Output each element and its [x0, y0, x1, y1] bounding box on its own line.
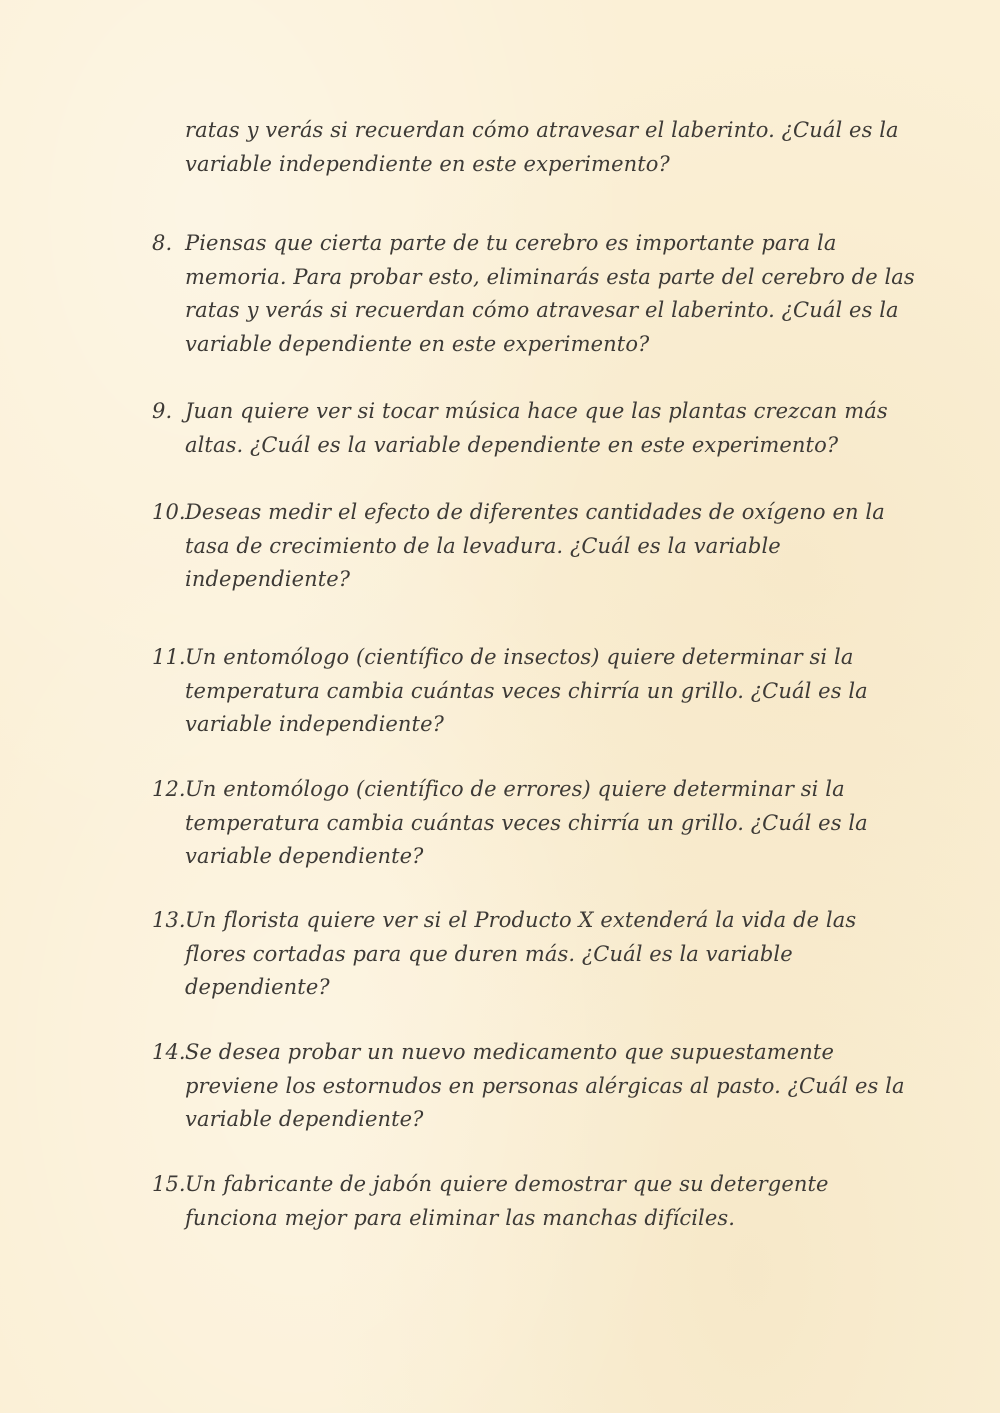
question-text-line: Se desea probar un nuevo medicamento que supuestamente [185, 1040, 834, 1064]
question-number: 8. [152, 231, 173, 255]
question-text-line: variable dependiente? [185, 1107, 424, 1131]
question-text-line: ratas y verás si recuerdan cómo atravesar el laberinto. ¿Cuál es la [185, 118, 899, 142]
question-text-line: Un entomólogo (científico de insectos) quiere determinar si la [185, 645, 854, 669]
question-text-line: funciona mejor para eliminar las manchas difíciles. [185, 1205, 736, 1230]
question-text-line: variable independiente en este experimento? [185, 151, 670, 176]
question-text-line: Deseas medir el efecto de diferentes cantidades de oxígeno en la [185, 500, 885, 524]
question-text-line: altas. ¿Cuál es la variable dependiente en este experimento? [185, 432, 839, 457]
question-number: 11. [152, 645, 186, 669]
question-text-line: Piensas que cierta parte de tu cerebro es importante para la [185, 231, 837, 255]
question-number: 9. [152, 399, 173, 423]
question-10 [152, 496, 885, 597]
question-text-line: tasa de crecimiento de la levadura. ¿Cuál es la variable [185, 533, 781, 558]
question-text-line: flores cortadas para que duren más. ¿Cuál es la variable [185, 941, 793, 966]
question-text-line: previene los estornudos en personas alérgicas al pasto. ¿Cuál es la [185, 1073, 905, 1098]
question-8 [152, 227, 915, 361]
question-number: 13. [152, 908, 186, 932]
question-text-line: Juan quiere ver si tocar música hace que las plantas crezcan más [185, 399, 888, 423]
question-text-line: temperatura cambia cuántas veces chirría un grillo. ¿Cuál es la [185, 810, 868, 835]
question-13 [152, 904, 872, 1005]
question-number: 10. [152, 500, 186, 524]
question-text-line: dependiente? [185, 975, 330, 999]
question-text-line: temperatura cambia cuántas veces chirría un grillo. ¿Cuál es la [185, 678, 868, 703]
question-11 [152, 641, 872, 742]
question-text-line: independiente? [185, 567, 351, 591]
question-text-line: Un entomólogo (científico de errores) quiere determinar si la [185, 777, 845, 801]
question-number: 14. [152, 1040, 186, 1064]
question-9 [152, 395, 888, 462]
question-text-line: variable dependiente? [185, 844, 424, 868]
question-number: 12. [152, 777, 186, 801]
question-text-line: Un florista quiere ver si el Producto X extenderá la vida de las [185, 908, 857, 932]
question-text-line: ratas y verás si recuerdan cómo atravesar el laberinto. ¿Cuál es la [185, 298, 899, 322]
question-15 [152, 1168, 872, 1235]
question-text-line: variable independiente? [185, 712, 444, 736]
question-text-line: variable dependiente en este experimento? [185, 331, 650, 356]
question-text-line: Un fabricante de jabón quiere demostrar que su detergente [185, 1172, 829, 1196]
question-7-continuation [152, 114, 899, 181]
question-text-line: memoria. Para probar esto, eliminarás esta parte del cerebro de las [185, 264, 915, 289]
question-number: 15. [152, 1172, 186, 1196]
question-14 [152, 1036, 905, 1137]
question-12 [152, 773, 872, 874]
